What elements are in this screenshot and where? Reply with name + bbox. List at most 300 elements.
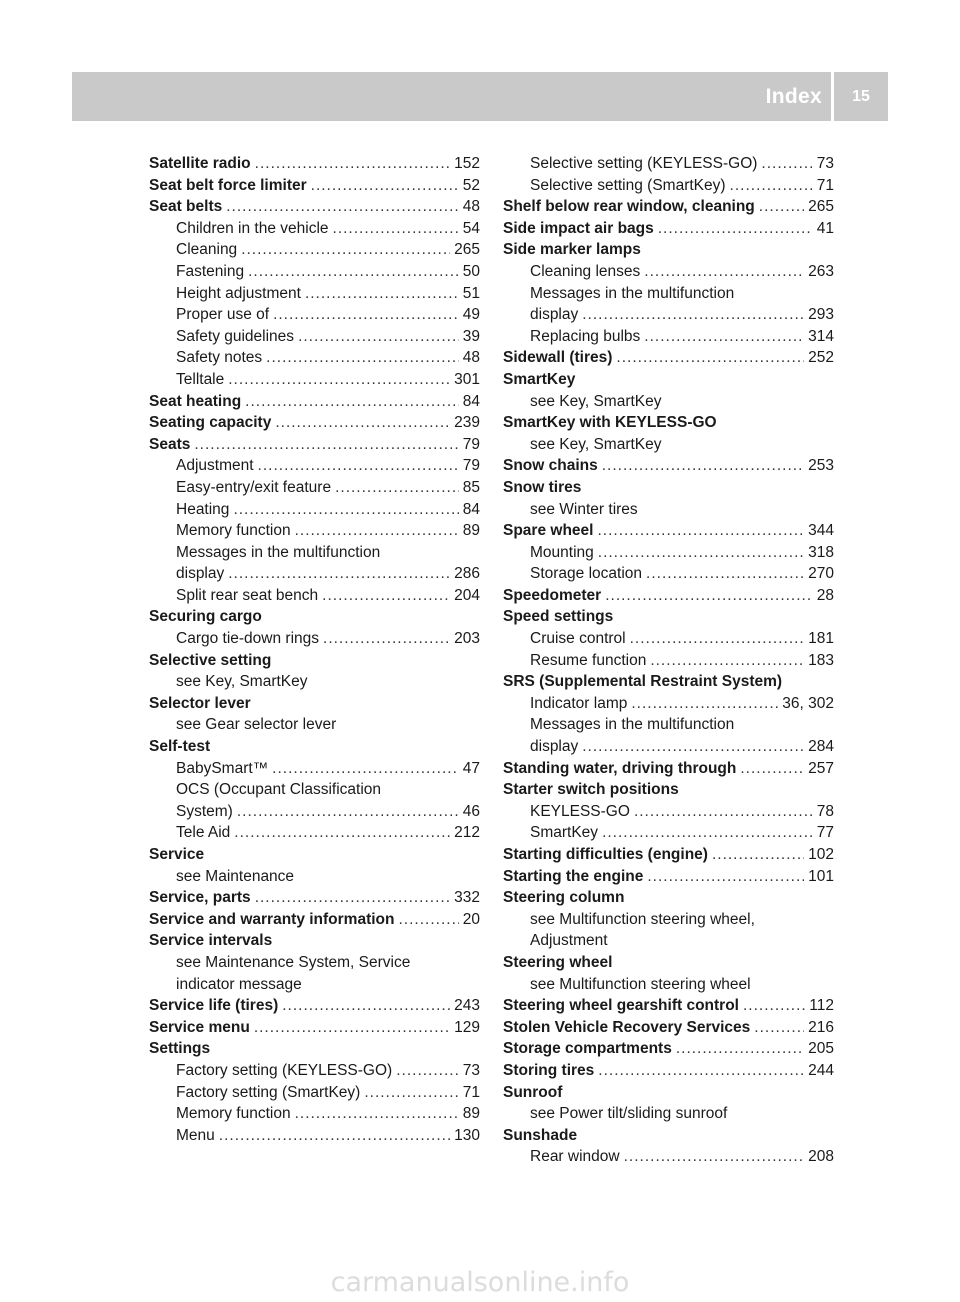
page-reference[interactable]: 332 (454, 889, 480, 907)
page-reference[interactable]: 89 (462, 1105, 480, 1123)
index-subentry[interactable] (149, 218, 480, 240)
entry-label: Sunroof (503, 1083, 563, 1101)
entry-label: Heating (176, 500, 230, 518)
index-subentry[interactable] (149, 347, 480, 369)
page-reference[interactable]: 318 (808, 543, 834, 561)
dot-leader (272, 758, 459, 780)
entry-label: Messages in the multifunction (530, 716, 735, 734)
entry-label: Side impact air bags (503, 219, 654, 237)
dot-leader (602, 822, 813, 844)
page-reference[interactable]: 239 (454, 414, 480, 432)
entry-label: Factory setting (KEYLESS-GO) (176, 1061, 393, 1079)
page-reference[interactable]: 48 (462, 349, 480, 367)
index-subentry (503, 283, 834, 305)
index-entry[interactable] (149, 196, 480, 218)
page-reference[interactable]: 48 (462, 198, 480, 216)
page-reference[interactable]: 204 (454, 586, 480, 604)
entry-label: KEYLESS-GO (530, 802, 630, 820)
dot-leader (676, 1038, 804, 1060)
index-subentry[interactable] (503, 542, 834, 564)
dot-leader (644, 261, 804, 283)
entry-label: Easy-entry/exit feature (176, 478, 332, 496)
index-entry (503, 887, 834, 909)
entry-label: BabySmart™ (176, 759, 269, 777)
dot-leader (616, 347, 804, 369)
index-entry (503, 239, 834, 261)
entry-label: Cleaning (176, 241, 238, 259)
index-subentry[interactable] (149, 283, 480, 305)
index-entry (503, 671, 834, 693)
index-subentry[interactable] (149, 1082, 480, 1104)
page-reference[interactable]: 181 (808, 630, 834, 648)
entry-label: SRS (Supplemental Restraint System) (503, 673, 783, 691)
entry-label: Service (149, 846, 205, 863)
index-subentry[interactable] (503, 304, 834, 326)
index-subentry (149, 671, 480, 693)
entry-label: Side marker lamps (503, 241, 641, 259)
index-subentry[interactable] (149, 477, 480, 499)
index-entry[interactable] (149, 887, 480, 909)
index-subentry[interactable] (149, 304, 480, 326)
entry-label: Snow tires (503, 478, 582, 496)
index-entry (503, 779, 834, 801)
index-subentry[interactable] (149, 1103, 480, 1125)
page-reference[interactable]: 84 (462, 392, 480, 410)
page-reference[interactable]: 314 (808, 327, 834, 345)
page-reference[interactable]: 101 (808, 867, 834, 885)
index-entry (503, 1082, 834, 1104)
page-reference[interactable]: 203 (454, 630, 480, 648)
index-entry (503, 477, 834, 499)
entry-label: see Key, SmartKey (530, 392, 662, 410)
index-subentry[interactable] (503, 563, 834, 585)
entry-label: Sidewall (tires) (503, 349, 613, 367)
index-subentry[interactable] (149, 822, 480, 844)
entry-label: Seats (149, 435, 191, 453)
page-reference[interactable]: 79 (462, 457, 480, 475)
index-subentry[interactable] (149, 628, 480, 650)
index-entry[interactable] (503, 455, 834, 477)
index-subentry[interactable] (149, 1060, 480, 1082)
dot-leader (226, 196, 459, 218)
page-reference[interactable]: 50 (462, 262, 480, 280)
page-reference[interactable]: 51 (462, 284, 480, 302)
page-reference[interactable]: 85 (462, 478, 480, 496)
entry-label: see Maintenance System, Service (176, 953, 411, 971)
dot-leader (582, 736, 804, 758)
dot-leader (712, 844, 804, 866)
entry-label: Speed settings (503, 608, 614, 626)
page-reference[interactable]: 41 (816, 219, 834, 237)
index-subentry[interactable] (503, 175, 834, 197)
index-subentry (503, 974, 834, 996)
entry-label: Seat heating (149, 392, 242, 410)
entry-label: Fastening (176, 262, 245, 280)
entry-label: Seat belts (149, 198, 223, 216)
index-entry[interactable] (503, 1060, 834, 1082)
dot-leader (234, 822, 450, 844)
dot-leader (630, 628, 805, 650)
entry-label: Securing cargo (149, 608, 262, 626)
index-column-left (149, 153, 480, 1146)
index-subentry (149, 714, 480, 736)
entry-label: Mounting (530, 543, 594, 561)
index-subentry[interactable] (149, 563, 480, 585)
entry-label: Satellite radio (149, 155, 251, 172)
entry-label: Seating capacity (149, 414, 272, 432)
dot-leader (364, 1082, 458, 1104)
dot-leader (335, 477, 459, 499)
page-reference[interactable]: 112 (809, 997, 834, 1015)
index-entry (149, 736, 480, 758)
entry-label: Starter switch positions (503, 781, 679, 799)
entry-label: Safety notes (176, 349, 263, 367)
index-subentry (503, 499, 834, 521)
dot-leader (295, 520, 459, 542)
index-subentry (149, 974, 480, 996)
dot-leader (241, 239, 450, 261)
page-reference[interactable]: 344 (808, 522, 834, 540)
dot-leader (759, 196, 804, 218)
dot-leader (598, 542, 804, 564)
index-entry (149, 844, 480, 866)
entry-label: Cleaning lenses (530, 262, 641, 280)
index-entry[interactable] (149, 995, 480, 1017)
page-reference[interactable]: 286 (454, 565, 480, 583)
page-reference[interactable]: 257 (808, 759, 834, 777)
index-subentry[interactable] (149, 758, 480, 780)
index-subentry[interactable] (149, 326, 480, 348)
index-subentry[interactable] (149, 520, 480, 542)
entry-label: see Multifunction steering wheel (530, 975, 751, 993)
entry-label: Selector lever (149, 694, 251, 712)
entry-label: Spare wheel (503, 522, 594, 540)
page-reference[interactable]: 301 (454, 370, 480, 388)
index-subentry[interactable] (149, 801, 480, 823)
entry-label: Sunshade (503, 1126, 578, 1144)
dot-leader (219, 1125, 450, 1147)
entry-label: Cargo tie-down rings (176, 630, 320, 648)
index-subentry[interactable] (503, 736, 834, 758)
page-reference[interactable]: 102 (808, 846, 834, 863)
entry-label: Resume function (530, 651, 647, 669)
entry-label: Replacing bulbs (530, 327, 641, 345)
header-bar (72, 72, 888, 121)
entry-label: Cruise control (530, 630, 626, 648)
entry-label: Telltale (176, 370, 225, 388)
page-reference[interactable]: 36, 302 (782, 694, 834, 712)
page-reference[interactable]: 216 (808, 1018, 834, 1036)
page-reference[interactable]: 28 (816, 586, 834, 604)
page-reference[interactable]: 77 (816, 824, 834, 842)
index-subentry[interactable] (503, 261, 834, 283)
dot-leader (266, 347, 459, 369)
dot-leader (275, 412, 450, 434)
dot-leader (624, 1146, 805, 1168)
index-subentry[interactable] (149, 585, 480, 607)
index-subentry[interactable] (149, 369, 480, 391)
entry-label: Service, parts (149, 889, 251, 907)
index-column-right (503, 153, 834, 1168)
entry-label: Settings (149, 1040, 211, 1058)
index-entry[interactable] (503, 585, 834, 607)
entry-label: see Key, SmartKey (176, 673, 308, 691)
entry-label: Starting the engine (503, 867, 644, 885)
dot-leader (237, 801, 459, 823)
dot-leader (273, 304, 459, 326)
entry-label: Snow chains (503, 457, 598, 475)
page-reference[interactable]: 212 (454, 824, 480, 842)
dot-leader (647, 866, 804, 888)
entry-label: Children in the vehicle (176, 219, 329, 237)
index-subentry[interactable] (503, 801, 834, 823)
dot-leader (333, 218, 459, 240)
dot-leader (255, 153, 450, 175)
entry-label: OCS (Occupant Classification (176, 781, 382, 799)
index-entry (503, 1125, 834, 1147)
page-reference[interactable]: 49 (462, 306, 480, 324)
entry-label: Steering wheel (503, 953, 613, 971)
index-subentry (503, 909, 834, 931)
dot-leader (730, 175, 813, 197)
page-reference[interactable]: 73 (816, 155, 834, 172)
page-reference[interactable]: 89 (462, 522, 480, 540)
dot-leader (282, 995, 450, 1017)
entry-label: Speedometer (503, 586, 602, 604)
dot-leader (597, 520, 804, 542)
dot-leader (298, 326, 459, 348)
index-subentry (149, 952, 480, 974)
page-reference[interactable]: 54 (462, 219, 480, 237)
entry-label: Height adjustment (176, 284, 301, 302)
entry-label: Storage location (530, 565, 643, 583)
page-reference[interactable]: 47 (462, 759, 480, 777)
entry-label: see Key, SmartKey (530, 435, 662, 453)
index-subentry (503, 434, 834, 456)
index-entry[interactable] (503, 1017, 834, 1039)
entry-label: SmartKey (530, 824, 599, 842)
index-entry[interactable] (503, 196, 834, 218)
page-reference[interactable]: 20 (462, 910, 480, 928)
section-title: Index (765, 85, 822, 108)
entry-label: SmartKey with KEYLESS-GO (503, 414, 717, 432)
watermark: carmanualsonline.info (330, 1267, 630, 1298)
page-reference[interactable]: 129 (454, 1018, 480, 1036)
index-entry[interactable] (503, 844, 834, 866)
index-subentry[interactable] (503, 628, 834, 650)
index-subentry (503, 714, 834, 736)
index-entry[interactable] (149, 175, 480, 197)
page-reference[interactable]: 243 (454, 997, 480, 1015)
entry-label: Starting difficulties (engine) (503, 846, 708, 863)
entry-label: Messages in the multifunction (530, 284, 735, 302)
page-reference[interactable]: 84 (462, 500, 480, 518)
page-reference[interactable]: 79 (462, 435, 480, 453)
index-subentry[interactable] (149, 239, 480, 261)
entry-label: Selective setting (SmartKey) (530, 176, 726, 194)
page-reference[interactable]: 71 (816, 176, 834, 194)
entry-label: Steering wheel gearshift control (503, 997, 739, 1015)
dot-leader (605, 585, 813, 607)
dot-leader (248, 261, 459, 283)
index-subentry (149, 779, 480, 801)
dot-leader (399, 909, 459, 931)
dot-leader (634, 801, 813, 823)
entry-label: Service life (tires) (149, 997, 279, 1015)
index-entry[interactable] (503, 866, 834, 888)
dot-leader (582, 304, 804, 326)
entry-label: display (530, 738, 579, 756)
entry-label: Adjustment (176, 457, 254, 475)
entry-label: see Gear selector lever (176, 716, 337, 734)
index-subentry (503, 391, 834, 413)
index-subentry[interactable] (503, 153, 834, 175)
entry-label: Indicator lamp (530, 694, 628, 712)
index-entry[interactable] (149, 153, 480, 175)
entry-label: see Winter tires (530, 500, 638, 518)
page-reference[interactable]: 46 (462, 802, 480, 820)
page-reference[interactable]: 244 (808, 1061, 834, 1079)
entry-label: SmartKey (503, 370, 576, 388)
index-subentry (503, 1103, 834, 1125)
page-reference[interactable]: 130 (454, 1126, 480, 1144)
entry-label: Factory setting (SmartKey) (176, 1083, 361, 1101)
entry-label: Tele Aid (176, 824, 231, 842)
index-subentry (503, 930, 834, 952)
entry-label: see Maintenance (176, 867, 295, 885)
index-entry (503, 369, 834, 391)
entry-label: Service and warranty information (149, 910, 395, 928)
dot-leader (743, 995, 805, 1017)
entry-label: Standing water, driving through (503, 759, 737, 777)
entry-label: Self-test (149, 738, 211, 756)
entry-label: Shelf below rear window, cleaning (503, 198, 755, 216)
dot-leader (254, 1017, 450, 1039)
dot-leader (311, 175, 459, 197)
dot-leader (295, 1103, 459, 1125)
index-subentry[interactable] (149, 261, 480, 283)
index-subentry[interactable] (503, 822, 834, 844)
page-reference[interactable]: 52 (462, 176, 480, 194)
index-entry[interactable] (149, 909, 480, 931)
entry-label: Memory function (176, 1105, 291, 1123)
page-reference[interactable]: 39 (462, 327, 480, 345)
dot-leader (245, 391, 459, 413)
dot-leader (323, 628, 450, 650)
index-entry (149, 930, 480, 952)
dot-leader (761, 153, 812, 175)
page-reference[interactable]: 270 (808, 565, 834, 583)
page-reference[interactable]: 253 (808, 457, 834, 475)
entry-label: Selective setting (149, 651, 272, 669)
index-subentry[interactable] (149, 455, 480, 477)
page-reference[interactable]: 263 (808, 262, 834, 280)
index-entry (503, 606, 834, 628)
index-subentry[interactable] (149, 1125, 480, 1147)
index-entry (503, 412, 834, 434)
index-entry[interactable] (503, 1038, 834, 1060)
entry-label: Adjustment (530, 932, 608, 950)
entry-label: display (530, 306, 579, 324)
entry-label: Rear window (530, 1148, 620, 1166)
index-subentry[interactable] (503, 693, 834, 715)
page-reference[interactable]: 73 (462, 1061, 480, 1079)
entry-label: Split rear seat bench (176, 586, 319, 604)
entry-label: see Power tilt/sliding sunroof (530, 1105, 728, 1123)
index-entry[interactable] (503, 758, 834, 780)
index-entry (149, 1038, 480, 1060)
index-subentry[interactable] (149, 499, 480, 521)
page-reference[interactable]: 208 (808, 1148, 834, 1166)
page-reference[interactable]: 183 (808, 651, 834, 669)
entry-label: Messages in the multifunction (176, 543, 381, 561)
page-reference[interactable]: 205 (808, 1040, 834, 1058)
page-reference[interactable]: 293 (808, 306, 834, 324)
entry-label: Storing tires (503, 1061, 595, 1079)
entry-label: Storage compartments (503, 1040, 672, 1058)
entry-label: Seat belt force limiter (149, 176, 307, 194)
entry-label: Selective setting (KEYLESS-GO) (530, 155, 758, 172)
index-entry[interactable] (149, 434, 480, 456)
entry-label: Memory function (176, 522, 291, 540)
dot-leader (228, 563, 450, 585)
index-entry[interactable] (503, 520, 834, 542)
dot-leader (305, 283, 459, 305)
dot-leader (646, 563, 804, 585)
entry-label: Safety guidelines (176, 327, 295, 345)
page-reference[interactable]: 284 (808, 738, 834, 756)
index-entry[interactable] (149, 412, 480, 434)
index-entry (149, 693, 480, 715)
index-subentry (149, 542, 480, 564)
dot-leader (598, 1060, 804, 1082)
dot-leader (194, 434, 458, 456)
index-entry (149, 606, 480, 628)
index-entry (149, 650, 480, 672)
index-subentry[interactable] (503, 1146, 834, 1168)
index-entry[interactable] (503, 347, 834, 369)
page-number: 15 (852, 88, 870, 105)
page-reference[interactable]: 78 (816, 802, 834, 820)
dot-leader (602, 455, 804, 477)
dot-leader (658, 218, 813, 240)
index-entry[interactable] (503, 218, 834, 240)
index-entry[interactable] (503, 995, 834, 1017)
dot-leader (228, 369, 450, 391)
entry-label: Proper use of (176, 306, 270, 324)
dot-leader (740, 758, 804, 780)
page-reference[interactable]: 265 (454, 241, 480, 259)
dot-leader (255, 887, 450, 909)
entry-label: System) (176, 802, 233, 820)
dot-leader (754, 1017, 804, 1039)
index-subentry[interactable] (503, 326, 834, 348)
index-entry (503, 952, 834, 974)
index-subentry[interactable] (503, 650, 834, 672)
page-reference[interactable]: 152 (454, 155, 480, 172)
page-reference[interactable]: 252 (808, 349, 834, 367)
entry-label: Service intervals (149, 932, 273, 950)
entry-label: Stolen Vehicle Recovery Services (503, 1018, 751, 1036)
page-reference[interactable]: 265 (808, 198, 834, 216)
entry-label: Service menu (149, 1018, 250, 1036)
index-entry[interactable] (149, 391, 480, 413)
entry-label: display (176, 565, 225, 583)
index-entry[interactable] (149, 1017, 480, 1039)
dot-leader (396, 1060, 459, 1082)
page-reference[interactable]: 71 (462, 1083, 480, 1101)
entry-label: indicator message (176, 975, 302, 993)
